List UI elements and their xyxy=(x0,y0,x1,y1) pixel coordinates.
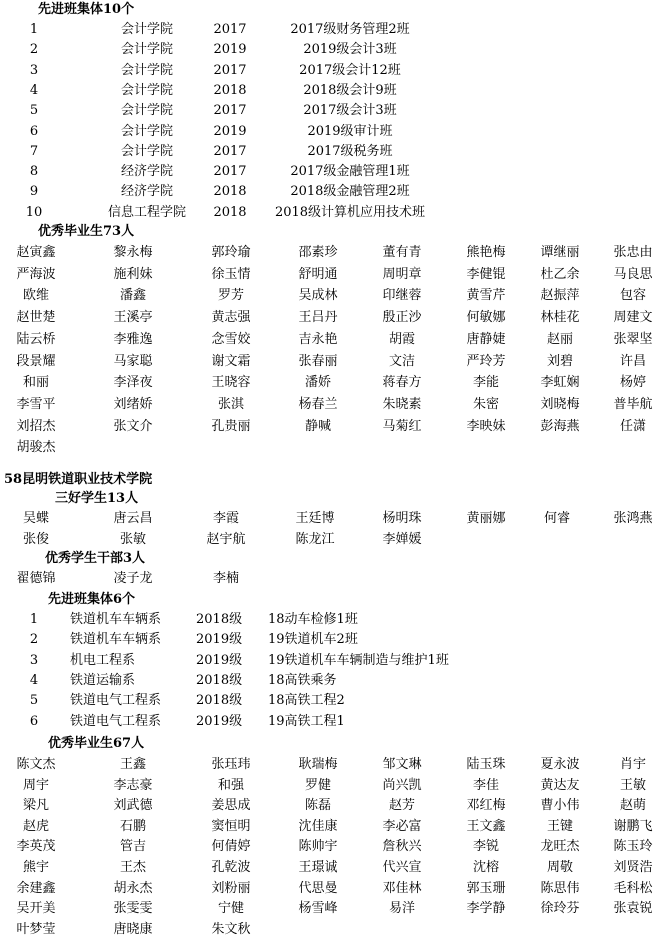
person-name: 张雯雯 xyxy=(113,901,153,917)
person-name: 徐玉情 xyxy=(211,266,251,282)
person-name: 王溪亭 xyxy=(113,310,153,326)
person-name: 包容 xyxy=(619,288,646,304)
person-name: 李能 xyxy=(472,375,499,391)
person-name: 李必富 xyxy=(382,818,422,834)
person-name: 孔贵丽 xyxy=(211,418,251,434)
person-name: 李英茂 xyxy=(16,839,56,855)
table-cell-class: 2017级财务管理2班 xyxy=(290,22,410,37)
table-cell-no: 4 xyxy=(29,82,39,98)
person-name: 周建文 xyxy=(613,310,653,326)
person-name: 陆云桥 xyxy=(16,331,56,347)
table-cell-no: 2 xyxy=(29,632,39,648)
table-cell-college: 会计学院 xyxy=(120,82,173,98)
person-name: 段景耀 xyxy=(16,353,56,369)
person-name: 吴蝶 xyxy=(22,511,49,526)
table-cell-class: 2017级会计12班 xyxy=(299,62,401,78)
person-name: 郭玉珊 xyxy=(466,880,506,896)
person-name: 和丽 xyxy=(22,375,49,391)
person-name: 李映妹 xyxy=(466,418,506,434)
person-name: 宁健 xyxy=(217,901,244,917)
table-cell-college: 经济学院 xyxy=(120,164,173,180)
person-name: 印继蓉 xyxy=(382,288,422,304)
person-name: 谭继丽 xyxy=(540,245,580,260)
person-name: 石鹏 xyxy=(119,818,146,834)
person-name: 严玲芳 xyxy=(466,353,506,369)
person-name: 刘绪娇 xyxy=(113,396,153,412)
person-name: 毛科松 xyxy=(613,880,653,896)
section-heading: 三好学生13人 xyxy=(55,491,139,506)
table-cell-class: 18高铁乘务 xyxy=(268,672,337,688)
person-name: 龙旺杰 xyxy=(540,839,580,855)
person-name: 耿瑞梅 xyxy=(298,757,338,772)
person-name: 赵萌 xyxy=(619,798,646,814)
person-name: 殷正沙 xyxy=(382,310,422,326)
person-name: 张鸿燕 xyxy=(613,511,653,526)
person-name: 陈帅宇 xyxy=(298,839,338,855)
person-name: 刘晓梅 xyxy=(540,396,580,412)
person-name: 杜乙余 xyxy=(540,266,580,282)
person-name: 凌子龙 xyxy=(113,571,153,586)
table-cell-no: 1 xyxy=(29,22,39,37)
person-name: 谢文霜 xyxy=(211,353,251,369)
person-name: 李佳 xyxy=(472,777,499,793)
person-name: 李雪平 xyxy=(16,396,56,412)
person-name: 严海波 xyxy=(16,266,56,282)
person-name: 李学静 xyxy=(466,901,506,917)
section-heading: 优秀学生干部3人 xyxy=(45,551,146,566)
table-cell-year: 2019级 xyxy=(196,713,243,729)
person-name: 王键 xyxy=(546,818,573,834)
person-name: 唐晓康 xyxy=(113,921,153,937)
table-cell-year: 2018 xyxy=(213,204,247,220)
person-name: 何倩婷 xyxy=(211,839,251,855)
person-name: 沈佳康 xyxy=(298,818,338,834)
table-cell-class: 2017级会计3班 xyxy=(303,103,397,119)
table-cell-department: 铁道电气工程系 xyxy=(70,693,162,709)
table-cell-college: 会计学院 xyxy=(120,62,173,78)
table-cell-year: 2018级 xyxy=(196,693,243,709)
table-cell-class: 2019级会计3班 xyxy=(303,42,397,58)
table-cell-no: 4 xyxy=(29,672,39,688)
table-cell-no: 3 xyxy=(29,652,39,668)
person-name: 徐玲芬 xyxy=(540,901,580,917)
person-name: 张敏 xyxy=(119,531,146,547)
person-name: 静喊 xyxy=(304,418,331,434)
table-cell-department: 铁道机车车辆系 xyxy=(70,612,162,627)
person-name: 易洋 xyxy=(388,901,415,917)
person-name: 杨雪峰 xyxy=(298,901,338,917)
table-cell-year: 2019级 xyxy=(196,652,243,668)
person-name: 郭玲瑜 xyxy=(211,245,251,260)
person-name: 翟德锦 xyxy=(16,571,56,586)
person-name: 马良思 xyxy=(613,266,653,282)
person-name: 黄达友 xyxy=(540,777,580,793)
person-name: 何敏娜 xyxy=(466,310,506,326)
table-cell-no: 1 xyxy=(29,612,39,627)
person-name: 王文鑫 xyxy=(466,818,506,834)
table-cell-department: 机电工程系 xyxy=(70,652,136,668)
person-name: 杨明珠 xyxy=(382,511,422,526)
table-cell-college: 经济学院 xyxy=(120,184,173,200)
person-name: 夏永波 xyxy=(540,757,580,772)
person-name: 李泽夜 xyxy=(113,375,153,391)
person-name: 陈龙江 xyxy=(295,531,335,547)
person-name: 张淇 xyxy=(217,396,244,412)
person-name: 陈思伟 xyxy=(540,880,580,896)
person-name: 张春丽 xyxy=(298,353,338,369)
table-cell-no: 8 xyxy=(29,164,39,180)
table-cell-year: 2019 xyxy=(213,123,247,139)
person-name: 周敬 xyxy=(546,860,573,875)
person-name: 胡骏杰 xyxy=(16,440,56,456)
table-cell-no: 5 xyxy=(29,103,39,119)
person-name: 陈文杰 xyxy=(16,757,56,772)
person-name: 刘贤浩 xyxy=(613,860,653,875)
person-name: 吴开美 xyxy=(16,901,56,917)
person-name: 邵素珍 xyxy=(298,245,338,260)
person-name: 许昌 xyxy=(619,353,646,369)
person-name: 窦恒明 xyxy=(211,818,251,834)
person-name: 蒋春方 xyxy=(382,375,422,391)
person-name: 陈玉玲 xyxy=(613,839,653,855)
person-name: 黎永梅 xyxy=(113,245,153,260)
table-cell-college: 会计学院 xyxy=(120,143,173,159)
person-name: 罗健 xyxy=(304,777,331,793)
table-cell-year: 2018级 xyxy=(196,672,243,688)
table-cell-year: 2019级 xyxy=(196,632,243,648)
person-name: 代思曼 xyxy=(298,880,338,896)
section-heading: 优秀毕业生73人 xyxy=(38,224,135,239)
table-cell-no: 5 xyxy=(29,693,39,709)
table-cell-year: 2018 xyxy=(213,184,247,200)
table-cell-no: 9 xyxy=(29,184,39,200)
person-name: 王廷博 xyxy=(295,511,335,526)
person-name: 马家聪 xyxy=(113,353,153,369)
person-name: 吉永艳 xyxy=(298,331,338,347)
person-name: 管吉 xyxy=(119,839,146,855)
person-name: 刘武德 xyxy=(113,798,153,814)
person-name: 罗芳 xyxy=(217,288,244,304)
person-name: 赵寅鑫 xyxy=(16,245,56,260)
person-name: 张俊 xyxy=(22,531,49,547)
table-cell-no: 6 xyxy=(29,123,39,139)
person-name: 刘碧 xyxy=(546,353,573,369)
person-name: 李楠 xyxy=(212,571,239,586)
person-name: 潘鑫 xyxy=(119,288,146,304)
person-name: 刘粉丽 xyxy=(211,880,251,896)
person-name: 李虹娴 xyxy=(540,375,580,391)
table-cell-year: 2017 xyxy=(213,22,247,37)
person-name: 姜思成 xyxy=(211,798,251,814)
person-name: 赵丽 xyxy=(546,331,573,347)
table-cell-class: 2017级税务班 xyxy=(307,143,393,159)
person-name: 梁凡 xyxy=(22,798,49,814)
person-name: 肖宇 xyxy=(619,757,646,772)
person-name: 张珏玮 xyxy=(211,757,251,772)
table-cell-year: 2017 xyxy=(213,103,247,119)
person-name: 余建鑫 xyxy=(16,880,56,896)
person-name: 舒明通 xyxy=(298,266,338,282)
person-name: 和强 xyxy=(217,777,244,793)
person-name: 彭海燕 xyxy=(540,418,580,434)
table-cell-class: 2018级会计9班 xyxy=(303,82,397,98)
person-name: 李霞 xyxy=(212,511,239,526)
person-name: 赵虎 xyxy=(22,818,49,834)
person-name: 赵宇航 xyxy=(206,531,246,547)
table-cell-year: 2018 xyxy=(213,82,247,98)
table-cell-department: 铁道运输系 xyxy=(70,672,136,688)
person-name: 王璟诚 xyxy=(298,860,338,875)
person-name: 普毕航 xyxy=(613,396,653,412)
person-name: 文洁 xyxy=(388,353,415,369)
person-name: 唐云昌 xyxy=(113,511,153,526)
person-name: 曹小伟 xyxy=(540,798,580,814)
table-cell-college: 信息工程学院 xyxy=(107,204,186,220)
person-name: 赵振萍 xyxy=(540,288,580,304)
table-cell-no: 2 xyxy=(29,42,39,58)
person-name: 赵芳 xyxy=(388,798,415,814)
table-cell-no: 3 xyxy=(29,62,39,78)
person-name: 李志豪 xyxy=(113,777,153,793)
person-name: 马菊红 xyxy=(382,418,422,434)
school-title: 58昆明铁道职业技术学院 xyxy=(4,472,153,487)
person-name: 黄雪芹 xyxy=(466,288,506,304)
person-name: 王晓容 xyxy=(211,375,251,391)
person-name: 沈榕 xyxy=(472,860,499,875)
person-name: 周明章 xyxy=(382,266,422,282)
person-name: 孔乾波 xyxy=(211,860,251,875)
table-cell-class: 19铁道机车车辆制造与维护1班 xyxy=(268,652,449,668)
table-cell-year: 2019 xyxy=(213,42,247,58)
person-name: 王敏 xyxy=(619,777,646,793)
table-cell-class: 18高铁工程2 xyxy=(268,693,345,709)
table-cell-college: 会计学院 xyxy=(120,22,173,37)
table-cell-class: 2017级金融管理1班 xyxy=(290,164,410,180)
person-name: 念雪姣 xyxy=(211,331,251,347)
section-heading: 先进班集体6个 xyxy=(48,592,136,607)
person-name: 叶梦莹 xyxy=(16,921,56,937)
table-cell-year: 2018级 xyxy=(196,612,243,627)
person-name: 胡永杰 xyxy=(113,880,153,896)
person-name: 杨婷 xyxy=(619,375,646,391)
table-cell-no: 10 xyxy=(25,204,43,220)
table-cell-class: 19高铁工程1 xyxy=(268,713,345,729)
person-name: 谢鹏飞 xyxy=(613,818,653,834)
person-name: 熊宇 xyxy=(22,860,49,875)
section-heading: 先进班集体10个 xyxy=(38,2,135,17)
person-name: 赵世楚 xyxy=(16,310,56,326)
person-name: 詹秋兴 xyxy=(382,839,422,855)
table-cell-class: 2018级金融管理2班 xyxy=(290,184,410,200)
table-cell-class: 19铁道机车2班 xyxy=(268,632,358,648)
person-name: 王杰 xyxy=(119,860,146,875)
table-cell-year: 2017 xyxy=(213,62,247,78)
section-heading: 优秀毕业生67人 xyxy=(48,736,145,751)
person-name: 邓佳林 xyxy=(382,880,422,896)
table-cell-no: 7 xyxy=(29,143,39,159)
person-name: 李婵媛 xyxy=(382,531,422,547)
person-name: 邹文琳 xyxy=(382,757,422,772)
person-name: 李雅逸 xyxy=(113,331,153,347)
person-name: 熊艳梅 xyxy=(466,245,506,260)
table-cell-year: 2017 xyxy=(213,143,247,159)
person-name: 胡霞 xyxy=(388,331,415,347)
person-name: 周宇 xyxy=(22,777,49,793)
person-name: 张袁锐 xyxy=(613,901,653,917)
table-cell-no: 6 xyxy=(29,713,39,729)
person-name: 杨春兰 xyxy=(298,396,338,412)
table-cell-college: 会计学院 xyxy=(120,103,173,119)
person-name: 张翠坚 xyxy=(613,331,653,347)
table-cell-class: 2018级计算机应用技术班 xyxy=(274,204,426,220)
person-name: 代兴宣 xyxy=(382,860,422,875)
table-cell-class: 2019级审计班 xyxy=(307,123,393,139)
person-name: 朱晓素 xyxy=(382,396,422,412)
person-name: 尚兴凯 xyxy=(382,777,422,793)
person-name: 陈磊 xyxy=(304,798,331,814)
person-name: 王鑫 xyxy=(119,757,146,772)
table-cell-year: 2017 xyxy=(213,164,247,180)
person-name: 邓红梅 xyxy=(466,798,506,814)
person-name: 李锐 xyxy=(472,839,499,855)
person-name: 张忠由 xyxy=(613,245,653,260)
person-name: 刘招杰 xyxy=(16,418,56,434)
person-name: 唐静婕 xyxy=(466,331,506,347)
table-cell-department: 铁道电气工程系 xyxy=(70,713,162,729)
person-name: 吴成林 xyxy=(298,288,338,304)
person-name: 黄志强 xyxy=(211,310,251,326)
person-name: 何睿 xyxy=(543,511,570,526)
person-name: 任潇 xyxy=(619,418,646,434)
person-name: 黄丽娜 xyxy=(466,511,506,526)
person-name: 董有青 xyxy=(382,245,422,260)
person-name: 朱密 xyxy=(472,396,499,412)
table-cell-department: 铁道机车车辆系 xyxy=(70,632,162,648)
person-name: 潘娇 xyxy=(304,375,331,391)
table-cell-class: 18动车检修1班 xyxy=(268,612,358,627)
table-cell-college: 会计学院 xyxy=(120,42,173,58)
person-name: 张文介 xyxy=(113,418,153,434)
person-name: 林桂花 xyxy=(540,310,580,326)
person-name: 朱文秋 xyxy=(211,921,251,937)
table-cell-college: 会计学院 xyxy=(120,123,173,139)
person-name: 施利妹 xyxy=(113,266,153,282)
person-name: 欧维 xyxy=(22,288,49,304)
person-name: 陆玉珠 xyxy=(466,757,506,772)
person-name: 李健锟 xyxy=(466,266,506,282)
person-name: 王吕丹 xyxy=(298,310,338,326)
